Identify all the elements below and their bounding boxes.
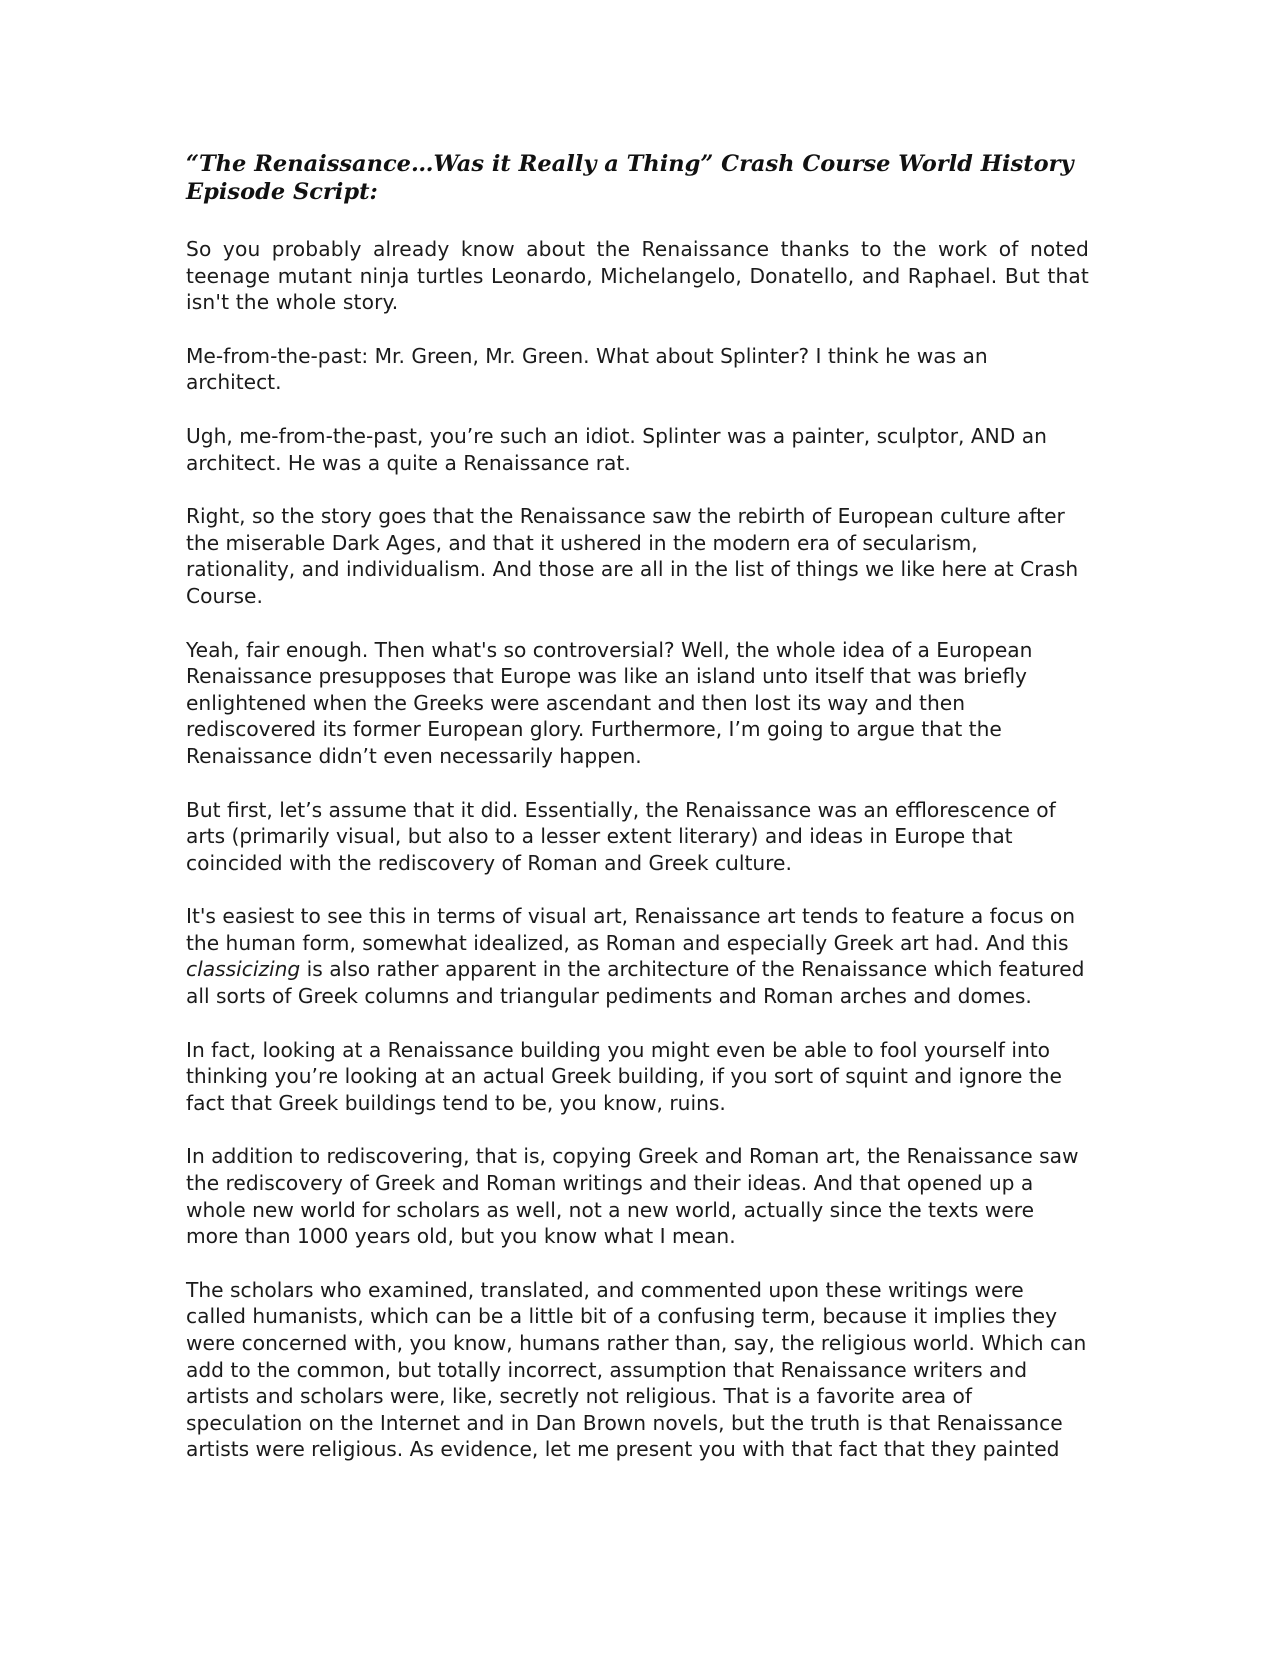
paragraph-greek-building: In fact, looking at a Renaissance building you might even be able to fool yourself into thinking you’re looking at an actual Greek building, if you sort of squint and ignore the fact that Greek buildings tend to be, you know, ruins.: [186, 1037, 1062, 1115]
paragraph-visual-art: [186, 903, 1089, 1009]
paragraph-intro: So you probably already know about the Renaissance thanks to the work of noted teenage mutant ninja turtles Leonardo, Michelangelo, Donatello, and Raphael. But that isn't the whole story.: [186, 237, 1089, 315]
paragraph-efflorescence: But first, let’s assume that it did. Essentially, the Renaissance was an efflorescence of arts (primarily visual, but also to a lesser extent literary) and ideas in Europe that coincided with the rediscovery of Roman and Greek culture.: [186, 797, 1056, 875]
paragraph-humanists: The scholars who examined, translated, and commented upon these writings were called humanists, which can be a little bit of a confusing term, because it implies they were concerned with, you know, humans rather than, say, the religious world. Which can add to the common, but totally incorrect, assumption that Renaissance writers and artists and scholars were, like, secretly not religious. That is a favorite area of speculation on the Internet and in Dan Brown novels, but the truth is that Renaissance artists were religious. As evidence, let me present you with that fact that they painted: [186, 1277, 1087, 1462]
paragraph-visual-art-after: is also rather apparent in the architecture of the Renaissance which featured all sorts of Greek columns and triangular pediments and Roman arches and domes.: [186, 957, 1085, 1009]
paragraph-writings: In addition to rediscovering, that is, copying Greek and Roman art, the Renaissance saw the rediscovery of Greek and Roman writings and their ideas. And that opened up a whole new world for scholars as well, not a new world, actually since the texts were more than 1000 years old, but you know what I mean.: [186, 1144, 1079, 1249]
paragraph-controversy: Yeah, fair enough. Then what's so controversial? Well, the whole idea of a European Renaissance presupposes that Europe was like an island unto itself that was briefly enlightened when the Greeks were ascendant and then lost its way and then rediscovered its former European glory. Furthermore, I’m going to argue that the Renaissance didn’t even necessarily happen.: [186, 637, 1033, 768]
document-body: [186, 150, 1089, 1490]
paragraph-story: Right, so the story goes that the Renaissance saw the rebirth of European culture after the miserable Dark Ages, and that it ushered in the modern era of secularism, rationality, and individualism. And those are all in the list of things we like here at Crash Course.: [186, 504, 1079, 608]
paragraph-me-from-the-past: Me-from-the-past: Mr. Green, Mr. Green. What about Splinter? I think he was an architect.: [186, 343, 988, 395]
paragraph-visual-art-before: It's easiest to see this in terms of visual art, Renaissance art tends to feature a focus on the human form, somewhat idealized, as Roman and especially Greek art had. And this: [186, 904, 1076, 955]
document-title: “The Renaissance…Was it Really a Thing” Crash Course World History Episode Script:: [186, 151, 1074, 205]
emphasized-term: classicizing: [186, 957, 301, 982]
paragraph-splinter: Ugh, me-from-the-past, you’re such an idiot. Splinter was a painter, sculptor, AND an architect. He was a quite a Renaissance rat.: [186, 423, 1047, 475]
